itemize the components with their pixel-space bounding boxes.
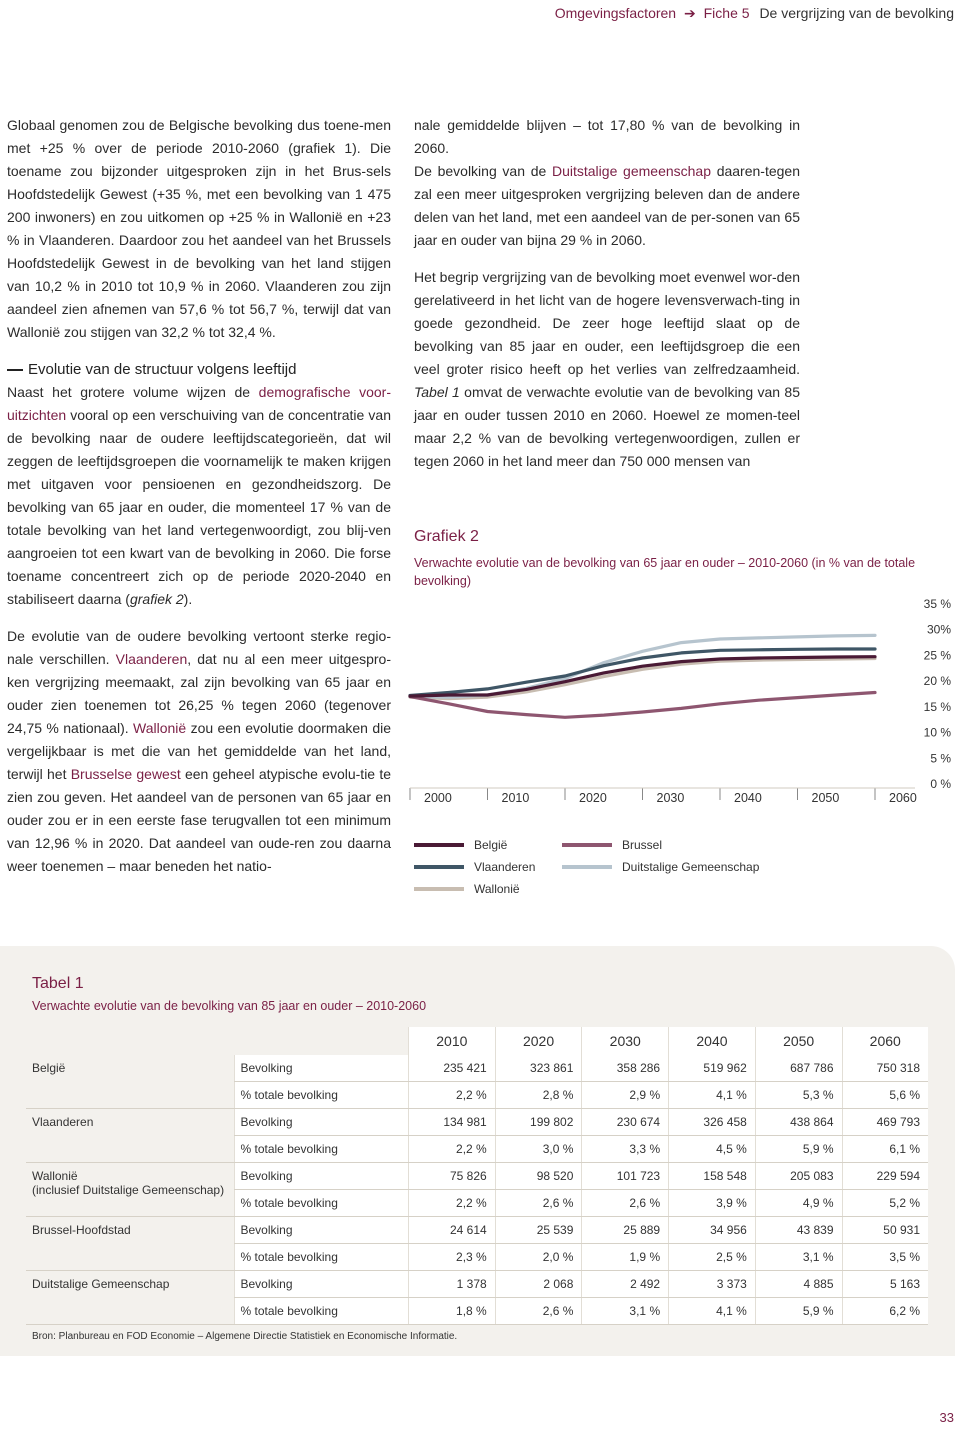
- paragraph-national-average: nale gemiddelde blijven – tot 17,80 % van de bevolking in 2060.: [414, 117, 800, 156]
- percentage-cell: 5,9 %: [755, 1298, 842, 1325]
- population-cell: 2 068: [495, 1271, 582, 1298]
- population-cell: 24 614: [409, 1217, 496, 1244]
- population-cell: 326 458: [669, 1109, 756, 1136]
- region-cell: [26, 1217, 234, 1271]
- y-tick-label: 10 %: [923, 725, 951, 740]
- population-cell: 199 802: [495, 1109, 582, 1136]
- population-cell: 5 163: [842, 1271, 928, 1298]
- highlight-wallonie: Wallonië: [133, 720, 187, 736]
- population-cell: 43 839: [755, 1217, 842, 1244]
- percentage-cell: 2,6 %: [495, 1190, 582, 1217]
- paragraph-population-growth: Globaal genomen zou de Belgische bevolking dus toene-men met +25 % over de periode 2010-2060 (grafiek 1). Die toename zou bijzonder uitgesproken zijn in het Brus-sels Hoofdstedelijk Gewest (+35 %, met een bevolking van 1 475 200 inwoners) en zou uitkomen op +25 % in Wallonië en +23 % in Vlaanderen. Daardoor zou het aandeel van het Brussels Hoofdstedelijk Gewest in de bevolking van het land stijgen van 10,2 % in 2010 tot 10,9 % in 2060. Vlaanderen zou zijn aandeel zien afnemen van 57,6 % tot 56,7 %, terwijl dat van Wallonië zou stijgen van 32,2 % tot 32,4 %.: [7, 117, 391, 340]
- percentage-cell: 3,1 %: [755, 1244, 842, 1271]
- x-tick-label: 2030: [656, 791, 685, 805]
- text-run: zou een evolutie doormaken die vergelijkbaar is met die van het gemiddelde van het land, terwijl het: [7, 720, 392, 782]
- paragraph-gap: [414, 252, 800, 266]
- legend-swatch: [562, 865, 612, 869]
- population-cell: 469 793: [842, 1109, 928, 1136]
- table-body: [26, 1055, 928, 1325]
- metric-label: % totale bevolking: [234, 1136, 409, 1163]
- text-run: , dat nu al een meer uitgespro-ken vergrijzing meemaakt, zal zijn bevolking van 65 jaar en ouder zien toenemen tot 26,25 % tegen 2060 (tegenover 24,75 % nationaal).: [7, 651, 391, 736]
- y-tick-label: 20 %: [923, 674, 951, 689]
- percentage-cell: 4,1 %: [669, 1082, 756, 1109]
- header-fiche: Fiche 5: [703, 5, 750, 21]
- year-header: 2060: [842, 1027, 928, 1055]
- metric-label: Bevolking: [234, 1217, 409, 1244]
- chart-label: Grafiek 2: [414, 528, 479, 545]
- percentage-cell: 3,3 %: [582, 1136, 669, 1163]
- highlight-duitstalige: Duitstalige gemeenschap: [551, 163, 711, 179]
- population-cell: 158 548: [669, 1163, 756, 1190]
- header-topic: De vergrijzing van de bevolking: [759, 5, 954, 21]
- legend-label: Vlaanderen: [474, 860, 536, 874]
- population-cell: 235 421: [409, 1055, 496, 1082]
- arrow-right-icon: ➔: [684, 5, 696, 21]
- header-blank: [234, 1027, 409, 1055]
- population-cell: 229 594: [842, 1163, 928, 1190]
- text-run: Naast het grotere volume wijzen de: [7, 384, 259, 400]
- legend-label: België: [474, 838, 508, 852]
- y-tick-label: 30%: [926, 622, 951, 637]
- percentage-cell: 3,0 %: [495, 1136, 582, 1163]
- percentage-cell: 4,9 %: [755, 1190, 842, 1217]
- running-header: [555, 5, 954, 22]
- region-note: (inclusief Duitstalige Gemeenschap): [32, 1183, 225, 1197]
- population-cell: 205 083: [755, 1163, 842, 1190]
- percentage-cell: 2,9 %: [582, 1082, 669, 1109]
- text-run: ).: [183, 591, 193, 607]
- population-cell: 519 962: [669, 1055, 756, 1082]
- year-header: 2050: [755, 1027, 842, 1055]
- right-column: [414, 114, 800, 473]
- year-header: 2020: [495, 1027, 582, 1055]
- subheading-text: Evolutie van de structuur volgens leeftijd: [28, 361, 297, 378]
- highlight-brusselse-gewest: Brusselse gewest: [70, 766, 181, 782]
- text-run: Het begrip vergrijzing van de bevolking moet evenwel wor-den gerelativeerd in het licht van de hogere levensverwach-ting in goede gezondheid. De zeer hoge leeftijd slaat op de bevolking van 85 jaar en ouder, een leeftijdsgroep die een veel groter risico heeft op het verlies van zelfredzaamheid.: [414, 269, 800, 377]
- y-tick-label: 5 %: [930, 751, 951, 766]
- table-row: [26, 1163, 928, 1190]
- legend-swatch: [562, 843, 612, 847]
- y-tick-label: 25 %: [923, 648, 951, 663]
- percentage-cell: 2,3 %: [409, 1244, 496, 1271]
- percentage-cell: 3,9 %: [669, 1190, 756, 1217]
- population-cell: 358 286: [582, 1055, 669, 1082]
- region-name: Brussel-Hoofdstad: [32, 1223, 131, 1237]
- legend-item: [562, 838, 662, 852]
- reference-grafiek-2: grafiek 2: [129, 591, 184, 607]
- population-cell: 438 864: [755, 1109, 842, 1136]
- region-cell: [26, 1271, 234, 1325]
- year-header: 2030: [582, 1027, 669, 1055]
- x-tick-label: 2000: [424, 791, 452, 805]
- region-name: Vlaanderen: [32, 1115, 94, 1129]
- region-cell: [26, 1055, 234, 1109]
- percentage-cell: 6,2 %: [842, 1298, 928, 1325]
- metric-label: % totale bevolking: [234, 1082, 409, 1109]
- population-cell: 34 956: [669, 1217, 756, 1244]
- chart-title: Verwachte evolutie van de bevolking van 65 jaar en ouder – 2010-2060 (in % van de totale bevolking): [414, 556, 916, 588]
- population-cell: 750 318: [842, 1055, 928, 1082]
- population-cell: 230 674: [582, 1109, 669, 1136]
- legend-swatch: [414, 843, 464, 847]
- legend-swatch: [414, 865, 464, 869]
- percentage-cell: 2,2 %: [409, 1082, 496, 1109]
- paragraph-regional-differences: [7, 625, 391, 878]
- paragraph-german-community: [414, 160, 800, 252]
- y-tick-label: 35 %: [923, 597, 951, 611]
- legend-item: [414, 838, 507, 852]
- line-chart: [405, 590, 955, 822]
- percentage-cell: 2,2 %: [409, 1136, 496, 1163]
- x-tick-label: 2010: [501, 791, 530, 805]
- metric-label: Bevolking: [234, 1055, 409, 1082]
- population-cell: 2 492: [582, 1271, 669, 1298]
- table-row: [26, 1217, 928, 1244]
- legend-item: [562, 860, 759, 874]
- percentage-cell: 2,6 %: [582, 1190, 669, 1217]
- left-column: [7, 114, 391, 878]
- legend-item: [414, 882, 520, 896]
- region-name: Wallonië: [32, 1169, 78, 1183]
- y-tick-label: 0 %: [930, 777, 951, 791]
- highlight-demografische: demografische voor-uitzichten: [7, 384, 391, 423]
- year-header: 2010: [409, 1027, 496, 1055]
- paragraph-gap: [7, 611, 391, 625]
- population-cell: 101 723: [582, 1163, 669, 1190]
- population-cell: 323 861: [495, 1055, 582, 1082]
- x-tick-label: 2050: [811, 791, 840, 805]
- percentage-cell: 3,5 %: [842, 1244, 928, 1271]
- population-cell: 1 378: [409, 1271, 496, 1298]
- text-run: vooral op een verschuiving van de concentratie van de bevolking naar de oudere leeftijdscategorieën, dat wil zeggen de leeftijdsgroepen die voornamelijk te maken krijgen met uitgaven voor pensioenen en gezondheidszorg. De bevolking van 65 jaar en ouder, die momenteel 17 % van de totale bevolking van het land vertegenwoordigt, zou blij-ven aangroeien tot een kwart van de bevolking in 2060. Die forse toename concentreert zich op de periode 2020-2040 en stabiliseert daarna (: [7, 407, 391, 607]
- population-cell: 25 539: [495, 1217, 582, 1244]
- x-tick-label: 2040: [734, 791, 762, 805]
- legend-label: Duitstalige Gemeenschap: [622, 860, 760, 874]
- percentage-cell: 1,8 %: [409, 1298, 496, 1325]
- population-cell: 134 981: [409, 1109, 496, 1136]
- table-row: [26, 1055, 928, 1082]
- metric-label: % totale bevolking: [234, 1190, 409, 1217]
- paragraph-age-shift: [7, 381, 391, 611]
- population-cell: 50 931: [842, 1217, 928, 1244]
- table-row: [26, 1271, 928, 1298]
- metric-label: % totale bevolking: [234, 1298, 409, 1325]
- region-cell: [26, 1109, 234, 1163]
- table-title: Verwachte evolutie van de bevolking van 85 jaar en ouder – 2010-2060: [32, 999, 427, 1013]
- region-cell: [26, 1163, 234, 1217]
- population-cell: 3 373: [669, 1271, 756, 1298]
- percentage-cell: 4,5 %: [669, 1136, 756, 1163]
- text-run: omvat de verwachte evolutie van de bevolking van 85 jaar en ouder tussen 2010 en 2060. Hoewel ze momen-teel maar 2,2 % van de bevolking vertegenwoordigen, zullen er tegen 2060 in het land meer dan 750 000 mensen van: [414, 384, 800, 469]
- population-cell: 687 786: [755, 1055, 842, 1082]
- percentage-cell: 5,3 %: [755, 1082, 842, 1109]
- population-cell: 98 520: [495, 1163, 582, 1190]
- percentage-cell: 2,8 %: [495, 1082, 582, 1109]
- table-row: [26, 1109, 928, 1136]
- metric-label: % totale bevolking: [234, 1244, 409, 1271]
- data-table: [26, 1027, 928, 1325]
- percentage-cell: 5,9 %: [755, 1136, 842, 1163]
- x-tick-label: 2060: [889, 791, 917, 805]
- y-tick-label: 15 %: [923, 699, 951, 714]
- legend-label: Wallonië: [474, 882, 520, 896]
- region-name: Duitstalige Gemeenschap: [32, 1277, 170, 1291]
- paragraph-life-expectancy: [414, 266, 800, 473]
- legend-label: Brussel: [622, 838, 663, 852]
- table-label: Tabel 1: [32, 975, 84, 992]
- metric-label: Bevolking: [234, 1271, 409, 1298]
- metric-label: Bevolking: [234, 1163, 409, 1190]
- population-cell: 75 826: [409, 1163, 496, 1190]
- header-section: Omgevingsfactoren: [554, 5, 677, 21]
- percentage-cell: 3,1 %: [582, 1298, 669, 1325]
- text-run: een geheel atypische evolu-tie te zien zou geven. Het aandeel van de personen van 65 jaar en ouder zou er in een eerste fase terugvallen tot een minimum van 12,96 % in 2020. Dat aandeel van oude-ren zou daarna weer toenemen – maar beneden het natio-: [7, 766, 391, 874]
- percentage-cell: 4,1 %: [669, 1298, 756, 1325]
- dash-icon: [7, 369, 23, 371]
- percentage-cell: 2,5 %: [669, 1244, 756, 1271]
- text-run: De evolutie van de oudere bevolking vertoont sterke regio-nale verschillen.: [7, 628, 391, 667]
- percentage-cell: 2,2 %: [409, 1190, 496, 1217]
- table-source: Bron: Planbureau en FOD Economie – Algemene Directie Statistiek en Economische Informatie.: [32, 1331, 458, 1342]
- metric-label: Bevolking: [234, 1109, 409, 1136]
- highlight-vlaanderen: Vlaanderen: [115, 651, 188, 667]
- percentage-cell: 2,0 %: [495, 1244, 582, 1271]
- table-header-row: [26, 1027, 928, 1055]
- percentage-cell: 1,9 %: [582, 1244, 669, 1271]
- percentage-cell: 5,2 %: [842, 1190, 928, 1217]
- legend-item: [414, 860, 535, 874]
- percentage-cell: 2,6 %: [495, 1298, 582, 1325]
- population-cell: 4 885: [755, 1271, 842, 1298]
- reference-tabel-1: Tabel 1: [414, 384, 460, 400]
- chart-legend: [414, 838, 814, 908]
- percentage-cell: 6,1 %: [842, 1136, 928, 1163]
- text-run: De bevolking van de: [414, 163, 552, 179]
- x-tick-label: 2020: [579, 791, 607, 805]
- year-header: 2040: [669, 1027, 756, 1055]
- text-run: daaren-tegen zal een meer uitgesproken vergrijzing beleven dan de andere delen van het land, met een aandeel van de per-sonen van 65 jaar en ouder van bijna 29 % in 2060.: [414, 163, 800, 248]
- header-blank: [26, 1027, 234, 1055]
- legend-swatch: [414, 887, 464, 891]
- region-name: België: [32, 1061, 66, 1075]
- population-cell: 25 889: [582, 1217, 669, 1244]
- subheading-age-structure: [7, 358, 391, 381]
- series-line-walloni-: [410, 659, 875, 699]
- percentage-cell: 5,6 %: [842, 1082, 928, 1109]
- page-number: 33: [939, 1410, 954, 1425]
